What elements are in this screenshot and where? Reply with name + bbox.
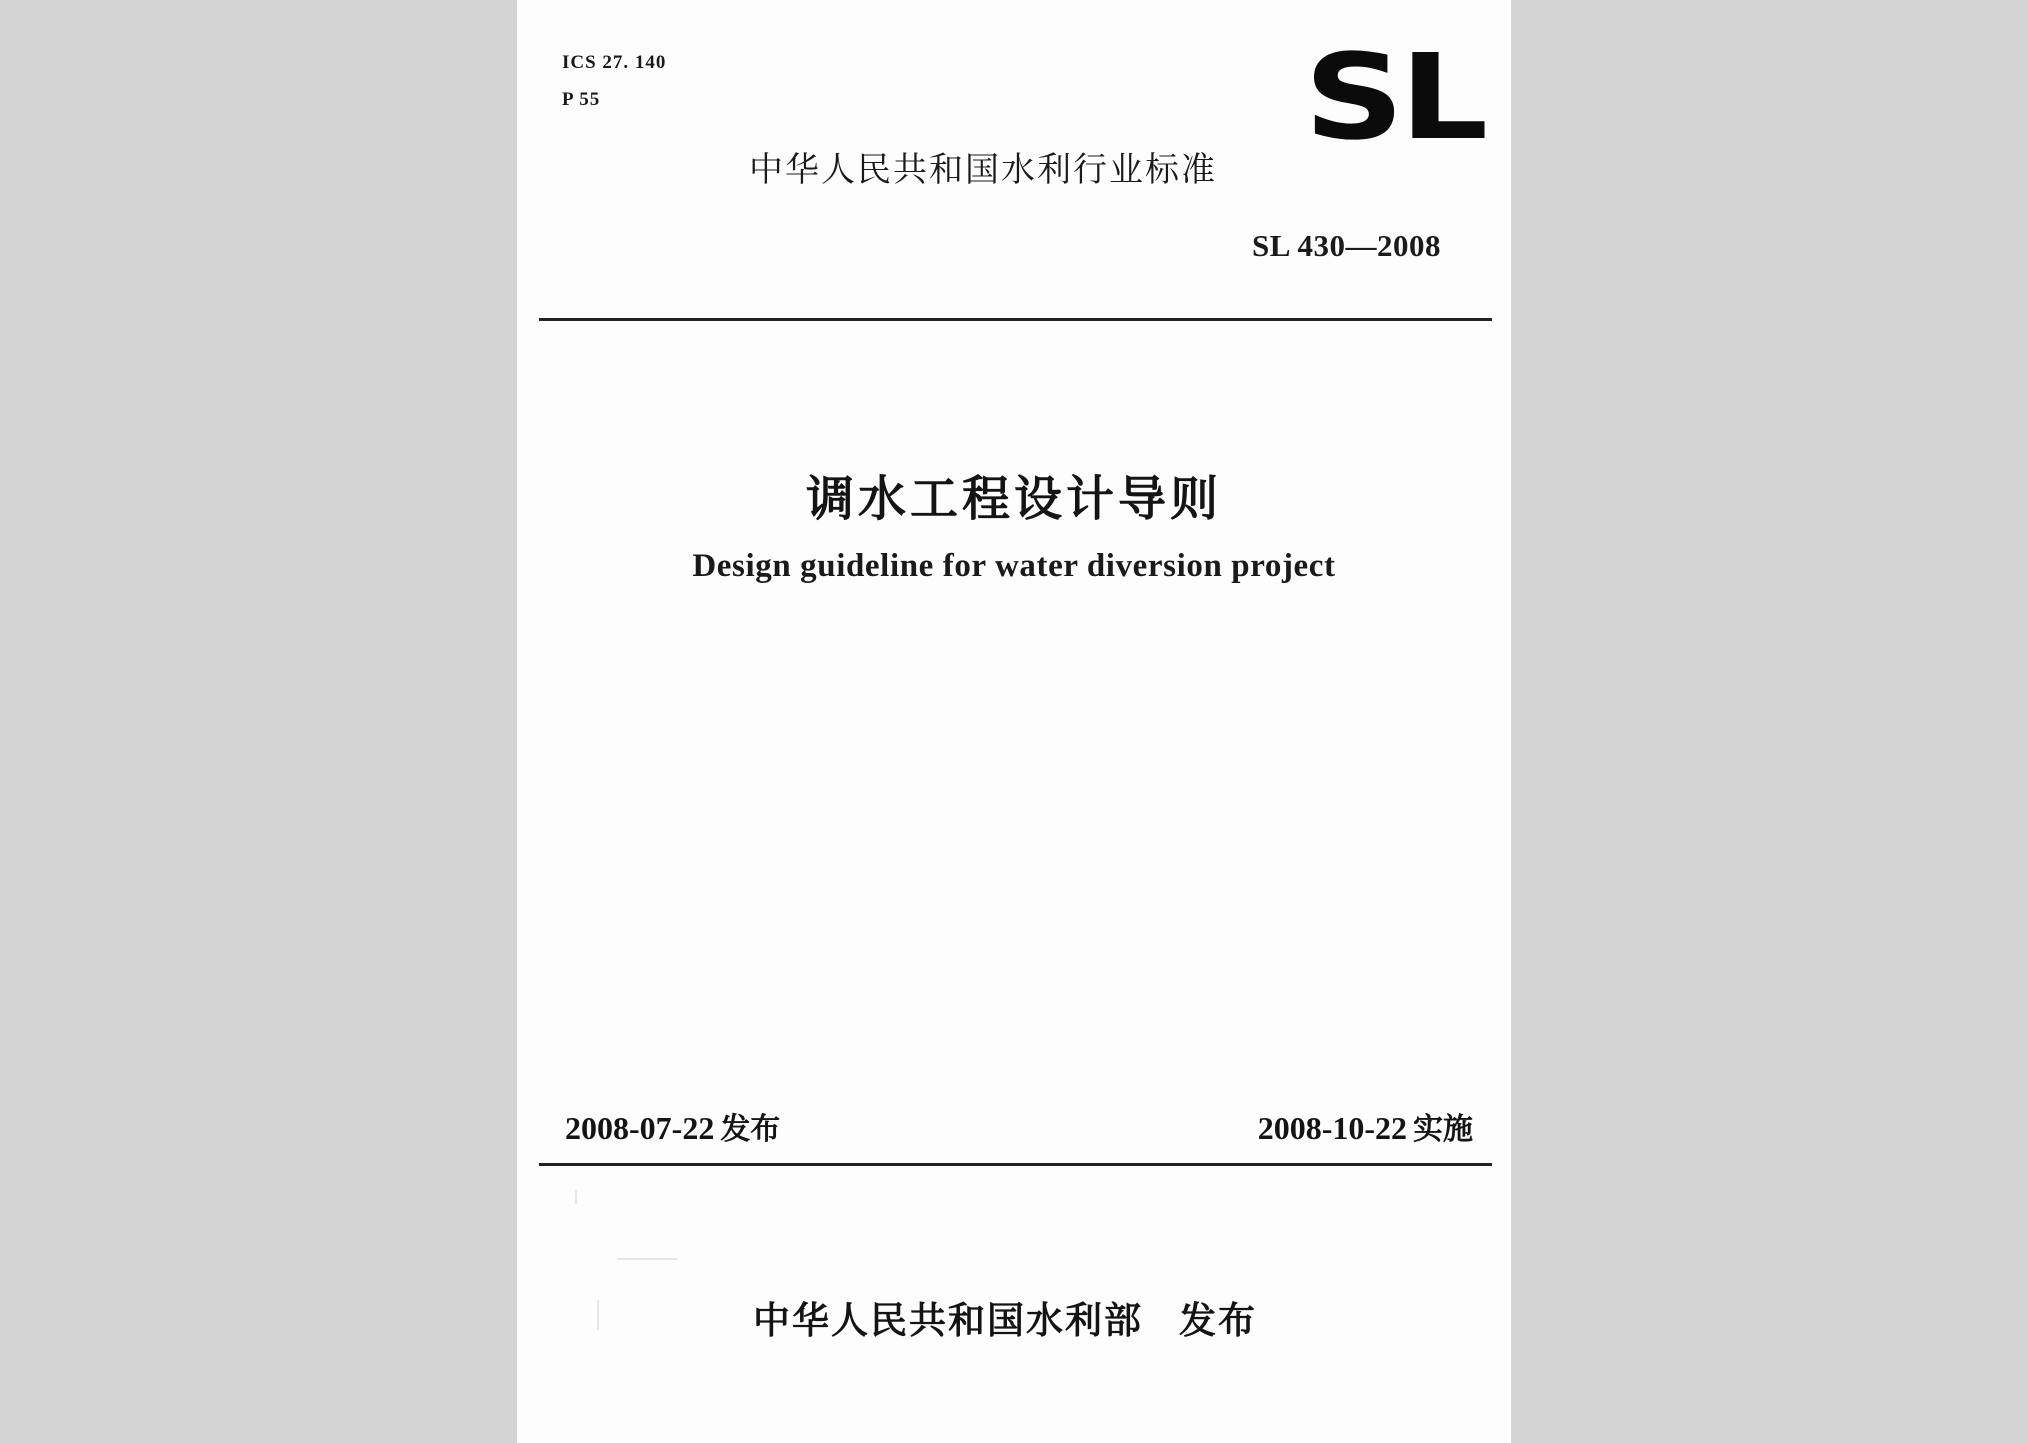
scan-speck bbox=[575, 1190, 577, 1204]
issue-date-line bbox=[565, 1104, 780, 1148]
scan-speck bbox=[597, 1300, 599, 1330]
document-title-english: Design guideline for water diversion project bbox=[692, 548, 1336, 584]
classification-code: P 55 bbox=[562, 89, 601, 110]
implementation-date-line bbox=[1258, 1104, 1473, 1148]
document-title-chinese: 调水工程设计导则 bbox=[805, 471, 1222, 527]
standard-number: SL 430—2008 bbox=[1252, 228, 1441, 263]
publisher-line bbox=[753, 1290, 1257, 1344]
standard-category-title: 中华人民共和国水利行业标准 bbox=[749, 150, 1217, 190]
issue-date: 2008-07-22 bbox=[565, 1110, 715, 1146]
sl-logo: SL bbox=[1304, 28, 1484, 166]
document-page bbox=[517, 0, 1511, 1443]
issue-label: 发布 bbox=[720, 1112, 781, 1147]
scan-speck bbox=[617, 1258, 677, 1260]
implementation-label: 实施 bbox=[1413, 1112, 1473, 1147]
publisher-name: 中华人民共和国水利部 bbox=[753, 1299, 1143, 1342]
top-divider bbox=[539, 318, 1492, 321]
bottom-divider bbox=[539, 1163, 1492, 1166]
publish-label: 发布 bbox=[1179, 1299, 1257, 1342]
implementation-date: 2008-10-22 bbox=[1257, 1110, 1407, 1146]
ics-code: ICS 27. 140 bbox=[562, 52, 667, 73]
